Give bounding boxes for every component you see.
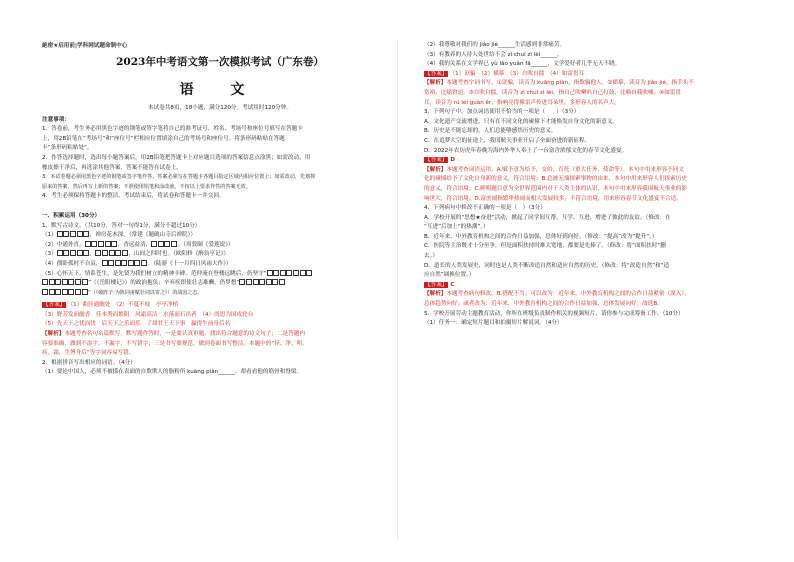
analysis-text: 总体趋势向好；或者改为：近年来，中外教育机构之间的合作日益加强，总体发展向好。故选B。 <box>424 301 663 308</box>
q3-option: D．2022年农历虎年春晚为海内外华人奉上了一台富含浓郁文化的春节文化盛宴。 <box>424 147 628 154</box>
q1-item-suffix: ，禅房花木深。（常建《题破山寺后禅院》） <box>89 232 196 239</box>
answer-block <box>424 156 780 166</box>
answer-text: D <box>450 157 456 164</box>
question-4: 4．下列病句中修改不正确的一项是（ ）（3分） <box>424 205 546 212</box>
blank-boxes <box>85 242 118 248</box>
answer-text: （5）先天下之忧而忧 后天下之乐而乐 了却君王天下事 赢得生前身后名 <box>42 321 231 328</box>
notice-line: 橡皮擦干净后，再选涂其他答案，答案不能答在试卷上。 <box>42 164 182 171</box>
blank-boxes <box>267 271 313 277</box>
notice-line: 原来的答案，然后再写上新的答案；不准使用铅笔和涂改液。不按以上要求作答的答案无效。 <box>42 183 251 190</box>
q4-option: 应自然”调换位置。） <box>424 272 475 279</box>
analysis-text: 本题考查词语运用。A.赋予意为给予，交给，育托（重大任务、使命等）。本句中用来形容不同文 <box>446 166 685 173</box>
q4-option: “互进”后加上“的热潮”。） <box>424 224 489 231</box>
notice-list <box>42 125 398 202</box>
blank-boxes <box>151 242 177 248</box>
notice-line: 2．作答选择题时，选出每小题答案后，用2B铅笔把答题卡上对应题目选项的答案信息点涂黑；如需改动，用 <box>42 154 311 161</box>
q3-option: C．在追梦大空的征途上，我国航天事业开启了全面奋进的新征程。 <box>424 137 591 144</box>
analysis-text: 化的碰撞给予了文化自身新的意义，符合语境；B.总被无端探索事物的由来，本句中用来形容人们探索历史 <box>424 176 687 183</box>
analysis-text: 疾、霜、生博身后”等字词容易写错。 <box>42 350 135 357</box>
notice-line: 卡“条形码粘贴处”。 <box>42 145 93 152</box>
blank-boxes <box>239 280 285 286</box>
q1-item-3 <box>42 250 398 260</box>
notice-line: 1．答卷前，考生务必用黑色字迹的钢笔或签字笔将自己的准考证号、姓名、考场号和座位号填写在答题卡 <box>42 126 303 133</box>
analysis-text: 本题考查病句修改。B.搭配不当；可以改为：近年来，中外教育机构之间的合作日益紧密（深入）， <box>446 291 690 298</box>
exam-title: 2023年中考语文第一次模拟考试（广东卷） <box>116 56 324 68</box>
answer-text: （1）曲径通幽处 （2）不蔓不枝 亭亭净植 <box>70 302 179 309</box>
watermark-text: 絶密★启用前|学科网试题命制中心 <box>42 43 128 49</box>
answer-text: （3）野芳发而幽香 佳木秀而繁阴 风霜高洁 水落而石出者 （4）尚思为国戍轮台 <box>42 311 254 318</box>
q1-item-5 <box>42 270 398 280</box>
question-1: 1．默写古诗文。（共10分，答对一句得1分，满分不超过10分） <box>42 222 201 229</box>
q4-option: B．近年来，中外教育机构之间的合作日益加强，总体好到向好。（修改：“提高”改为“提升”。） <box>424 233 658 240</box>
q1-item-prefix: （1） <box>42 232 57 239</box>
analysis-block <box>42 330 398 340</box>
analysis-label: 【解析】 <box>424 291 447 298</box>
subject-title: 语 文 <box>179 82 261 98</box>
q4-option: C．医院等主治既才十分至争，但是面积扶持时难大宽地，都要是先捧了。（修改：将“面积扶时”删 <box>424 243 666 250</box>
q1-item-1 <box>42 231 398 241</box>
q1-item-5-cont <box>42 279 398 289</box>
blank-boxes <box>42 290 88 296</box>
q1-item-prefix: （3） <box>42 251 57 258</box>
analysis-block <box>424 290 780 300</box>
q4-option: A．学校开展的“思想★奋进”活动，掀起了同学间互帮、互学、互进，增进了彼此的友谊。（修改：在 <box>424 214 671 221</box>
analysis-text: 容要准确，做到不添字，不漏字，不写错字；三是书写要规范，做到卷面书写整洁。本题中的“径、净、明、 <box>42 340 308 347</box>
notice-title: 注意事项： <box>42 116 70 123</box>
section-heading: 一、积累运用（30分） <box>42 212 101 219</box>
analysis-text: 本题考查名句名篇默写。默写题作答时，一是要认真审题，找出符合题意的诗文句子；二是答题内 <box>64 331 305 338</box>
analysis-block <box>424 166 780 176</box>
answer-label: 【答案】 <box>425 157 448 164</box>
q1-item-2 <box>42 241 398 251</box>
q1-item-prefix: （2）中通外直， <box>42 241 85 248</box>
q3-option: B．历史是不能忘却的，人们总能够感悟历史的意义。 <box>424 128 557 135</box>
q1-item-middle: ，香远益清， <box>117 241 152 248</box>
q4-option: 去。） <box>424 253 438 260</box>
q2-item: （2）我尊敬对我们的 jiǎo jié______生活感到非常痛苦。 <box>424 42 566 48</box>
analysis-block <box>424 79 780 89</box>
q5-task-1: （1）任务一：确定短片题目和拍摄短片解说词。（4分） <box>424 320 563 327</box>
left-column <box>42 104 398 378</box>
analysis-text: 本题考查字词书写。①诓骗，读音为 kuāng piàn，指欺骗他人。②描摹，读音为 jiǎo jié，指手头不 <box>446 80 694 87</box>
q2-item: （3）有教养的人待人处世给不会 zì chuí zì lèi______。 <box>424 51 563 58</box>
blank-boxes <box>57 232 90 238</box>
analysis-text: 响世大，符合语境；D.富庶闹指繁华热闹而相大发展较多，不符合语境，用来形容春节文化盛宴不合适。 <box>424 195 682 202</box>
answer-label: 【答案】 <box>425 281 448 288</box>
question-3: 3．下列句子中，加点词语使用不恰当的一项是（ ）（3分） <box>424 109 580 116</box>
notice-line: 3．本试卷题必须用黑色字迹的钢笔或签字笔作答，答案必须写在答题卡各题目指定区域内相应位置上；如需改动，先划掉 <box>42 174 316 181</box>
blank-boxes <box>42 280 88 286</box>
blank-boxes <box>102 261 148 267</box>
answer-text: （1）诓骗 （2）描摹 （3）自吹自擂 （4）如雷贯耳 <box>452 70 585 77</box>
right-column <box>424 41 780 329</box>
exam-meta: 本试卷共8页，18小题，满分120分。考试用时120分钟。 <box>148 105 292 111</box>
analysis-label: 【解析】 <box>424 166 447 173</box>
q1-item-text: ”（《岳阳楼记》）的政治抱负；辛弃疾即使壮志难酬，仍梦想“ <box>88 280 240 287</box>
analysis-text: 的意义，符合语境；C.鲜明题目意为全世界范围内对于人类主体的认识，本句中用来形容我国航天事业的影 <box>424 185 687 192</box>
analysis-label: 【解析】 <box>424 80 447 87</box>
notice-line: 上，用2B铅笔在“考场号”和“座位号”栏相应位置填涂自己的考场号和座位号。将条形码粘贴在答题 <box>42 135 285 142</box>
q1-item-4 <box>42 260 398 270</box>
q1-item-suffix: 。（周敦颐《爱莲说》） <box>177 241 234 248</box>
answer-block <box>424 281 780 291</box>
q2-item: （4）我的关系在文学界已 yù lǎo yuàn fā______，文学爱好者几乎无人不晓。 <box>424 61 621 68</box>
q3-option: A．文化遗产交流增进，只有在不同文化的碰撞下才能焕发自身文化的新意义。 <box>424 118 619 125</box>
analysis-text: 宽裕，比喻窘迫。③自吹自擂，读音为 zì chuí zì lèi，指自己吹喇叭自己打鼓，比喻自我吹嘘。④如雷贯 <box>424 89 681 96</box>
blank-boxes: ， <box>57 251 129 257</box>
question-2: 2．根据拼音写出相应的词语。（4分） <box>42 359 136 366</box>
q1-item-prefix: （4）僵卧孤村不自哀， <box>42 260 102 267</box>
answer-label: 【答案】 <box>425 70 448 77</box>
q1-item-text: （5）心怀天下，情系苍生，是先贤为我们树立的精神丰碑。范仲淹在登楼远眺后，仍坚守“ <box>42 270 267 277</box>
answer-text: C <box>450 281 455 288</box>
q1-item-text: ”（《破阵子·为陈同甫赋壮词以寄之》）的战国之志。 <box>88 289 203 296</box>
answer-block <box>424 70 780 80</box>
q4-option: D．道长的人类发展史，同时也是人类不断改造自然和适应自然的历史。（修改：将“改造自然”和“适 <box>424 262 670 269</box>
q1-item-suffix: 。（陆游《十一月四日风雨大作》） <box>147 260 232 267</box>
answer-label: 【答案】 <box>43 302 66 309</box>
question-5: 5．学校开展劳动主题教育活动，你所在班级负责制作相关的视频短片，请你参与完成筹备工作。（10分） <box>424 310 684 317</box>
analysis-label: 【解析】 <box>42 331 65 338</box>
notice-line: 4．考生必须保持答题卡的整洁。考试结束后，将试卷和答题卡一并交回。 <box>42 193 225 200</box>
answer-block <box>42 301 398 311</box>
q2-item-1: （1）要论中国人，必须不被搽在表面的自欺欺人的脂粉所 kuāng piàn______，却看看他的筋骨和脊梁。 <box>42 369 303 376</box>
q1-item-5-end <box>42 289 398 299</box>
q1-item-suffix: ，山间之四时也。（欧阳修《醉翁亭记》） <box>128 251 229 258</box>
analysis-text: 耳，读音为 rú léi guàn ěr，指响亮得像雷声传进耳朵里，多形容人的名声大。 <box>424 99 620 106</box>
